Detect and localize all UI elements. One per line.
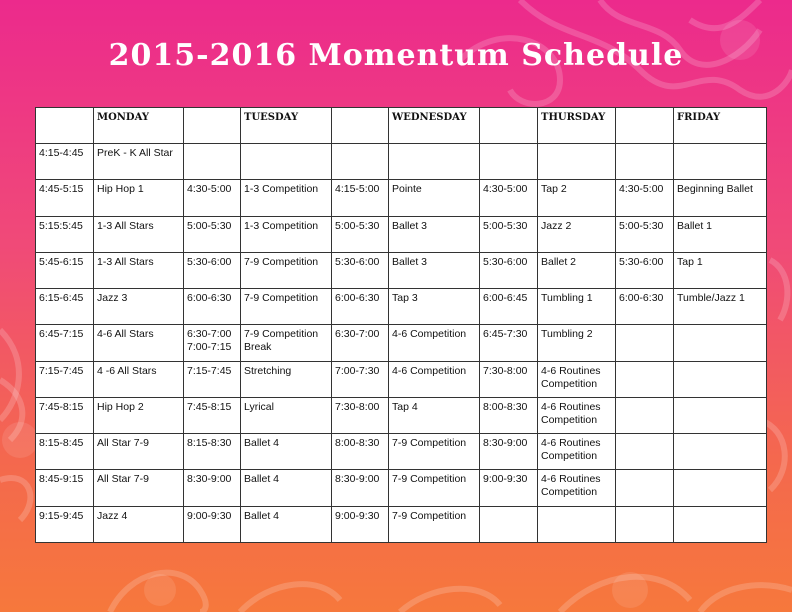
class-cell: 7-9 Competition (389, 506, 480, 542)
class-cell (674, 397, 767, 433)
time-cell: 6:00-6:30 (616, 289, 674, 325)
class-cell: Jazz 4 (94, 506, 184, 542)
header-cell-monday: MONDAY (94, 108, 184, 144)
class-cell: Hip Hop 1 (94, 180, 184, 216)
table-row (36, 506, 767, 542)
header-cell (184, 108, 241, 144)
class-cell: Jazz 3 (94, 289, 184, 325)
time-cell: 4:30-5:00 (184, 180, 241, 216)
time-cell: 5:30-6:00 (184, 252, 241, 288)
class-cell: 4-6 Competition (389, 325, 480, 361)
header-row (36, 108, 767, 144)
class-cell: Hip Hop 2 (94, 397, 184, 433)
class-cell: Lyrical (241, 397, 332, 433)
time-cell (616, 361, 674, 397)
time-cell: 7:45-8:15 (36, 397, 94, 433)
class-cell: Beginning Ballet (674, 180, 767, 216)
class-cell: Ballet 3 (389, 252, 480, 288)
time-cell: 4:45-5:15 (36, 180, 94, 216)
time-cell: 6:00-6:30 (332, 289, 389, 325)
time-cell: 9:00-9:30 (480, 470, 538, 506)
header-cell-tuesday: TUESDAY (241, 108, 332, 144)
class-cell (538, 144, 616, 180)
class-cell: Tap 4 (389, 397, 480, 433)
time-cell (616, 434, 674, 470)
time-cell: 9:00-9:30 (184, 506, 241, 542)
time-cell: 8:15-8:45 (36, 434, 94, 470)
time-cell: 4:15-5:00 (332, 180, 389, 216)
schedule-table (35, 107, 767, 543)
page-title: 2015-2016 Momentum Schedule (108, 38, 684, 73)
class-cell: 7-9 Competition (241, 289, 332, 325)
header-cell-thursday: THURSDAY (538, 108, 616, 144)
class-cell: Ballet 2 (538, 252, 616, 288)
time-cell: 5:30-6:00 (480, 252, 538, 288)
class-cell: 1-3 All Stars (94, 252, 184, 288)
class-cell: All Star 7-9 (94, 470, 184, 506)
time-cell (480, 506, 538, 542)
class-cell: Tap 1 (674, 252, 767, 288)
class-cell (674, 470, 767, 506)
time-cell: 8:15-8:30 (184, 434, 241, 470)
time-cell: 5:45-6:15 (36, 252, 94, 288)
class-cell (389, 144, 480, 180)
class-cell: 7-9 Competition (389, 434, 480, 470)
class-cell: Ballet 1 (674, 216, 767, 252)
time-cell: 8:30-9:00 (480, 434, 538, 470)
time-cell: 8:45-9:15 (36, 470, 94, 506)
header-cell (36, 108, 94, 144)
table-row (36, 361, 767, 397)
header-cell (480, 108, 538, 144)
class-cell: Tumbling 2 (538, 325, 616, 361)
table-row (36, 180, 767, 216)
time-cell: 6:00-6:45 (480, 289, 538, 325)
time-cell: 9:15-9:45 (36, 506, 94, 542)
header-cell-wednesday: WEDNESDAY (389, 108, 480, 144)
time-cell: 6:45-7:15 (36, 325, 94, 361)
time-cell: 5:00-5:30 (332, 216, 389, 252)
time-cell (616, 397, 674, 433)
table-row (36, 289, 767, 325)
time-cell: 4:15-4:45 (36, 144, 94, 180)
time-cell: 5:00-5:30 (480, 216, 538, 252)
time-cell (616, 506, 674, 542)
time-cell: 5:30-6:00 (332, 252, 389, 288)
class-cell (674, 506, 767, 542)
class-cell (674, 144, 767, 180)
class-cell: 4-6 Routines Competition (538, 434, 616, 470)
class-cell: 4-6 Routines Competition (538, 397, 616, 433)
class-cell (674, 325, 767, 361)
table-row (36, 325, 767, 361)
class-cell: 4 -6 All Stars (94, 361, 184, 397)
time-cell: 4:30-5:00 (616, 180, 674, 216)
class-cell (674, 434, 767, 470)
time-cell (616, 325, 674, 361)
time-cell (616, 144, 674, 180)
table-row (36, 144, 767, 180)
class-cell: 1-3 Competition (241, 216, 332, 252)
time-cell: 7:30-8:00 (480, 361, 538, 397)
class-cell: All Star 7-9 (94, 434, 184, 470)
time-cell: 5:00-5:30 (616, 216, 674, 252)
table-row (36, 216, 767, 252)
class-cell: Tap 2 (538, 180, 616, 216)
time-cell: 5:30-6:00 (616, 252, 674, 288)
time-cell (480, 144, 538, 180)
class-cell: Ballet 4 (241, 434, 332, 470)
time-cell: 6:00-6:30 (184, 289, 241, 325)
class-cell: Stretching (241, 361, 332, 397)
class-cell: 7-9 Competition Break (241, 325, 332, 361)
time-cell: 8:30-9:00 (332, 470, 389, 506)
class-cell: Tap 3 (389, 289, 480, 325)
class-cell: 1-3 All Stars (94, 216, 184, 252)
class-cell: Ballet 4 (241, 506, 332, 542)
time-cell: 6:45-7:30 (480, 325, 538, 361)
time-cell (616, 470, 674, 506)
class-cell: PreK - K All Star (94, 144, 184, 180)
time-cell: 7:30-8:00 (332, 397, 389, 433)
class-cell: 4-6 Competition (389, 361, 480, 397)
header-cell (616, 108, 674, 144)
table-row (36, 434, 767, 470)
schedule-body (36, 144, 767, 543)
header-cell-friday: FRIDAY (674, 108, 767, 144)
time-cell: 7:15-7:45 (184, 361, 241, 397)
table-row (36, 397, 767, 433)
class-cell: 4-6 Routines Competition (538, 470, 616, 506)
time-cell: 4:30-5:00 (480, 180, 538, 216)
class-cell: Tumble/Jazz 1 (674, 289, 767, 325)
time-cell (332, 144, 389, 180)
time-cell: 5:00-5:30 (184, 216, 241, 252)
time-cell: 6:15-6:45 (36, 289, 94, 325)
class-cell: Jazz 2 (538, 216, 616, 252)
class-cell (538, 506, 616, 542)
time-cell: 6:30-7:00 (332, 325, 389, 361)
time-cell: 8:00-8:30 (332, 434, 389, 470)
time-cell: 8:00-8:30 (480, 397, 538, 433)
class-cell: 4-6 All Stars (94, 325, 184, 361)
time-cell: 7:15-7:45 (36, 361, 94, 397)
class-cell: Pointe (389, 180, 480, 216)
time-cell: 7:45-8:15 (184, 397, 241, 433)
class-cell: 7-9 Competition (389, 470, 480, 506)
class-cell: 1-3 Competition (241, 180, 332, 216)
table-row (36, 470, 767, 506)
time-cell: 6:30-7:00 7:00-7:15 (184, 325, 241, 361)
class-cell: Tumbling 1 (538, 289, 616, 325)
header-cell (332, 108, 389, 144)
class-cell: 7-9 Competition (241, 252, 332, 288)
table-row (36, 252, 767, 288)
class-cell (241, 144, 332, 180)
class-cell (674, 361, 767, 397)
class-cell: Ballet 4 (241, 470, 332, 506)
class-cell: 4-6 Routines Competition (538, 361, 616, 397)
class-cell: Ballet 3 (389, 216, 480, 252)
time-cell: 8:30-9:00 (184, 470, 241, 506)
time-cell: 7:00-7:30 (332, 361, 389, 397)
time-cell: 9:00-9:30 (332, 506, 389, 542)
time-cell (184, 144, 241, 180)
time-cell: 5:15:5:45 (36, 216, 94, 252)
